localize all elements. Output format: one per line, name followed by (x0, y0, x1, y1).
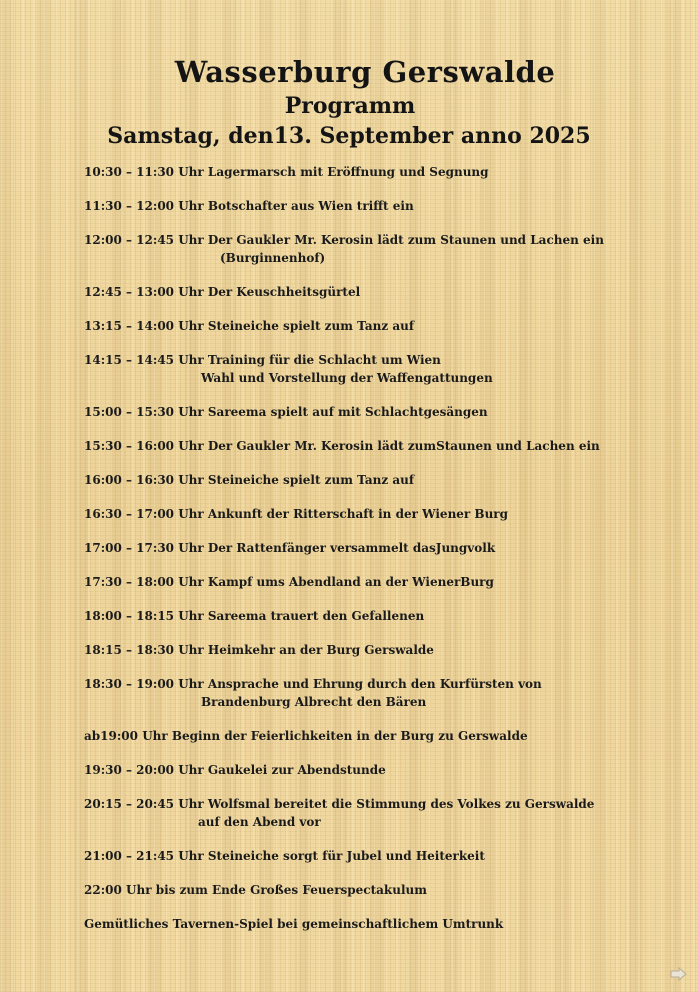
schedule-list (84, 163, 674, 933)
entry-text: Uhr Beginn der Feierlichkeiten in der Burg zu Gerswalde (142, 729, 528, 743)
page-subtitle: Programm (284, 93, 416, 119)
entry-time: 14:15 – 14:45 (84, 353, 175, 367)
schedule-entry (84, 403, 674, 421)
entry-text: Uhr Wolfsmal bereitet die Stimmung des Volkes zu Gerswalde (178, 797, 595, 811)
event-date: Samstag, den13. September anno 2025 (107, 123, 591, 149)
schedule-entry (84, 641, 674, 659)
entry-text: Uhr Der Gaukler Mr. Kerosin lädt zumStaunen und Lachen ein (178, 439, 600, 453)
entry-time: 16:00 – 16:30 (84, 473, 175, 487)
entry-text: Uhr Steineiche spielt zum Tanz auf (178, 473, 415, 487)
entry-time: 17:30 – 18:00 (84, 575, 175, 589)
entry-time: 16:30 – 17:00 (84, 507, 175, 521)
entry-time: 19:30 – 20:00 (84, 763, 175, 777)
schedule-entry (84, 607, 674, 625)
entry-time: 22:00 (84, 883, 122, 897)
entry-text: Uhr Lagermarsch mit Eröffnung und Segnung (178, 165, 489, 179)
entry-continuation: Wahl und Vorstellung der Waffengattungen (201, 371, 493, 385)
schedule-entry (84, 727, 674, 745)
program-header (0, 52, 698, 152)
schedule-entry (84, 539, 674, 557)
schedule-entry (84, 795, 674, 831)
schedule-entry (84, 163, 674, 181)
entry-text: Uhr Ansprache und Ehrung durch den Kurfürsten von (178, 677, 542, 691)
entry-text: Uhr Gaukelei zur Abendstunde (178, 763, 386, 777)
entry-time: 15:30 – 16:00 (84, 439, 175, 453)
schedule-entry (84, 283, 674, 301)
entry-text: Uhr Steineiche spielt zum Tanz auf (178, 319, 415, 333)
schedule-entry (84, 437, 674, 455)
schedule-entry (84, 761, 674, 779)
entry-time: 17:00 – 17:30 (84, 541, 175, 555)
entry-text: Uhr Der Gaukler Mr. Kerosin lädt zum Staunen und Lachen ein (178, 233, 604, 247)
entry-text: Uhr Training für die Schlacht um Wien (178, 353, 441, 367)
entry-text: Uhr Der Keuschheitsgürtel (178, 285, 361, 299)
schedule-entry (84, 505, 674, 523)
entry-text: Uhr Kampf ums Abendland an der WienerBurg (178, 575, 494, 589)
entry-text: Uhr Der Rattenfänger versammelt dasJungvolk (178, 541, 496, 555)
arrow-right-icon[interactable] (670, 966, 688, 980)
entry-time: 18:15 – 18:30 (84, 643, 175, 657)
closing-note: Gemütliches Tavernen-Spiel bei gemeinschaftlichem Umtrunk (84, 917, 504, 931)
schedule-entry (84, 231, 674, 267)
entry-time: 12:45 – 13:00 (84, 285, 175, 299)
entry-text: Uhr Sareema trauert den Gefallenen (178, 609, 425, 623)
entry-time: 20:15 – 20:45 (84, 797, 175, 811)
entry-time: 12:00 – 12:45 (84, 233, 175, 247)
entry-continuation: auf den Abend vor (198, 815, 321, 829)
entry-time: 15:00 – 15:30 (84, 405, 175, 419)
entry-text: Uhr Steineiche sorgt für Jubel und Heiterkeit (178, 849, 485, 863)
schedule-entry (84, 197, 674, 215)
entry-time: ab19:00 (84, 729, 138, 743)
entry-time: 13:15 – 14:00 (84, 319, 175, 333)
entry-time: 11:30 – 12:00 (84, 199, 175, 213)
page-title: Wasserburg Gerswalde (174, 55, 556, 89)
entry-time: 18:30 – 19:00 (84, 677, 175, 691)
entry-text: Uhr Botschafter aus Wien trifft ein (178, 199, 414, 213)
schedule-entry (84, 573, 674, 591)
schedule-entry (84, 847, 674, 865)
entry-time: 18:00 – 18:15 (84, 609, 175, 623)
entry-text: Uhr bis zum Ende Großes Feuerspectakulum (126, 883, 427, 897)
arrow-right-icon-graphic (670, 967, 688, 981)
schedule-entry (84, 317, 674, 335)
entry-text: Uhr Sareema spielt auf mit Schlachtgesängen (178, 405, 488, 419)
schedule-entry (84, 471, 674, 489)
entry-time: 10:30 – 11:30 (84, 165, 175, 179)
schedule-entry (84, 351, 674, 387)
schedule-entry (84, 881, 674, 899)
entry-time: 21:00 – 21:45 (84, 849, 175, 863)
entry-continuation: (Burginnenhof) (220, 251, 326, 265)
schedule-entry (84, 675, 674, 711)
entry-text: Uhr Ankunft der Ritterschaft in der Wiener Burg (178, 507, 509, 521)
entry-text: Uhr Heimkehr an der Burg Gerswalde (178, 643, 434, 657)
entry-continuation: Brandenburg Albrecht den Bären (201, 695, 427, 709)
